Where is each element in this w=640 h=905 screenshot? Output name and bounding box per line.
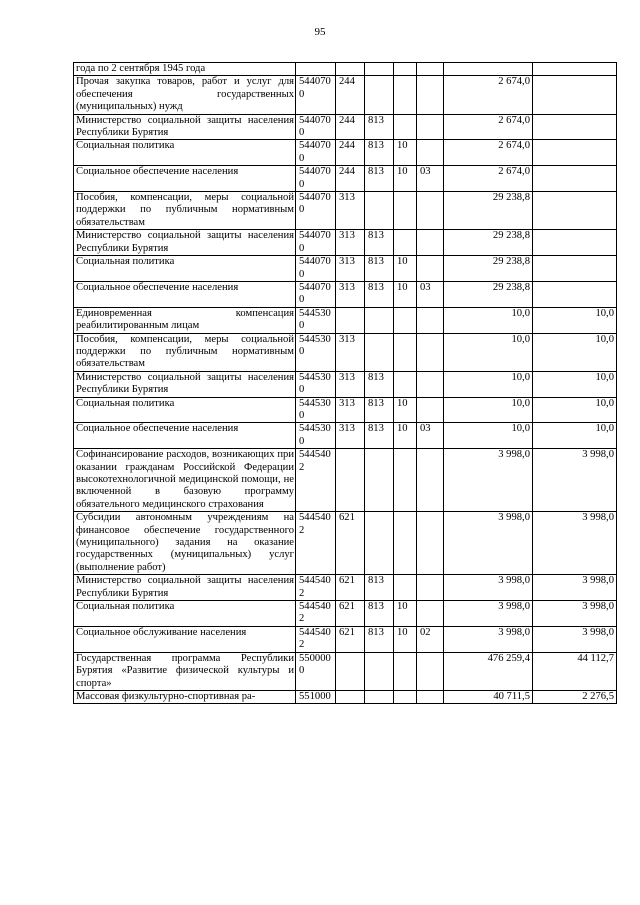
- target-article-code-cell: 5440700: [296, 230, 336, 256]
- expense-type-code-cell: 621: [336, 575, 365, 601]
- ministry-code-cell: [365, 76, 394, 114]
- target-article-code-cell: 5445300: [296, 371, 336, 397]
- expense-type-code-cell: 244: [336, 114, 365, 140]
- amount-cell: 29 238,8: [444, 230, 533, 256]
- row-name-cell: Социальное обеспечение населения: [74, 166, 296, 192]
- federal-amount-cell: [533, 192, 617, 230]
- federal-amount-cell: 3 998,0: [533, 626, 617, 652]
- subsection-code-cell: 02: [417, 626, 444, 652]
- expense-type-code-cell: [336, 63, 365, 76]
- target-article-code-cell: 5445402: [296, 626, 336, 652]
- row-name-cell: Министерство социальной защиты населения Республики Бурятия: [74, 230, 296, 256]
- amount-cell: 10,0: [444, 423, 533, 449]
- table-row: [74, 63, 617, 76]
- row-name-cell: Единовременная компенсация реабилитированным лицам: [74, 307, 296, 333]
- ministry-code-cell: 813: [365, 601, 394, 627]
- target-article-code-cell: 5445402: [296, 449, 336, 512]
- row-name-cell: года по 2 сентября 1945 года: [74, 63, 296, 76]
- ministry-code-cell: 813: [365, 575, 394, 601]
- table-row: [74, 449, 617, 512]
- target-article-code-cell: 5440700: [296, 192, 336, 230]
- section-code-cell: 10: [394, 256, 417, 282]
- federal-amount-cell: 10,0: [533, 371, 617, 397]
- expense-type-code-cell: [336, 307, 365, 333]
- expense-type-code-cell: 313: [336, 281, 365, 307]
- federal-amount-cell: 10,0: [533, 423, 617, 449]
- federal-amount-cell: 10,0: [533, 397, 617, 423]
- ministry-code-cell: 813: [365, 281, 394, 307]
- subsection-code-cell: 03: [417, 281, 444, 307]
- federal-amount-cell: [533, 256, 617, 282]
- federal-amount-cell: 3 998,0: [533, 449, 617, 512]
- federal-amount-cell: 3 998,0: [533, 575, 617, 601]
- subsection-code-cell: [417, 63, 444, 76]
- row-name-cell: Социальное обеспечение населения: [74, 281, 296, 307]
- table-row: [74, 626, 617, 652]
- ministry-code-cell: 813: [365, 114, 394, 140]
- federal-amount-cell: [533, 114, 617, 140]
- target-article-code-cell: 5440700: [296, 114, 336, 140]
- table-row: [74, 690, 617, 703]
- expense-type-code-cell: [336, 652, 365, 690]
- row-name-cell: Прочая закупка товаров, работ и услуг для обеспечения государственных (муниципальных) нужд: [74, 76, 296, 114]
- section-code-cell: [394, 575, 417, 601]
- section-code-cell: 10: [394, 166, 417, 192]
- row-name-cell: Софинансирование расходов, возникающих при оказании гражданам Российской Федерации высокотехнологичной медицинской помощи, не включенной в базовую программу обязательного медицинского страхования: [74, 449, 296, 512]
- federal-amount-cell: 44 112,7: [533, 652, 617, 690]
- subsection-code-cell: [417, 140, 444, 166]
- amount-cell: 29 238,8: [444, 281, 533, 307]
- ministry-code-cell: 813: [365, 423, 394, 449]
- amount-cell: 10,0: [444, 307, 533, 333]
- section-code-cell: 10: [394, 140, 417, 166]
- subsection-code-cell: [417, 256, 444, 282]
- section-code-cell: [394, 63, 417, 76]
- target-article-code-cell: 5445300: [296, 333, 336, 371]
- ministry-code-cell: 813: [365, 230, 394, 256]
- subsection-code-cell: [417, 371, 444, 397]
- amount-cell: 476 259,4: [444, 652, 533, 690]
- target-article-code-cell: 5445402: [296, 601, 336, 627]
- federal-amount-cell: 10,0: [533, 307, 617, 333]
- subsection-code-cell: [417, 512, 444, 575]
- federal-amount-cell: [533, 140, 617, 166]
- target-article-code-cell: 5445402: [296, 512, 336, 575]
- table-row: [74, 397, 617, 423]
- amount-cell: 2 674,0: [444, 114, 533, 140]
- target-article-code-cell: 5440700: [296, 256, 336, 282]
- row-name-cell: Министерство социальной защиты населения Республики Бурятия: [74, 575, 296, 601]
- ministry-code-cell: 813: [365, 626, 394, 652]
- federal-amount-cell: [533, 166, 617, 192]
- section-code-cell: [394, 690, 417, 703]
- target-article-code-cell: 5440700: [296, 140, 336, 166]
- target-article-code-cell: 5440700: [296, 281, 336, 307]
- subsection-code-cell: [417, 690, 444, 703]
- page-number: 95: [314, 26, 326, 38]
- amount-cell: 3 998,0: [444, 575, 533, 601]
- subsection-code-cell: [417, 397, 444, 423]
- section-code-cell: [394, 512, 417, 575]
- table-row: [74, 512, 617, 575]
- ministry-code-cell: [365, 333, 394, 371]
- target-article-code-cell: 5440700: [296, 166, 336, 192]
- subsection-code-cell: 03: [417, 166, 444, 192]
- ministry-code-cell: [365, 192, 394, 230]
- target-article-code-cell: 5440700: [296, 76, 336, 114]
- amount-cell: 29 238,8: [444, 192, 533, 230]
- subsection-code-cell: [417, 652, 444, 690]
- amount-cell: 3 998,0: [444, 449, 533, 512]
- table-row: [74, 333, 617, 371]
- amount-cell: [444, 63, 533, 76]
- row-name-cell: Субсидии автономным учреждениям на финансовое обеспечение государственного (муниципального) задания на оказание государственных (муниципальных) услуг (выполнение работ): [74, 512, 296, 575]
- expense-type-code-cell: 313: [336, 192, 365, 230]
- budget-table: [73, 62, 617, 704]
- section-code-cell: [394, 333, 417, 371]
- ministry-code-cell: 813: [365, 371, 394, 397]
- ministry-code-cell: [365, 63, 394, 76]
- amount-cell: 2 674,0: [444, 166, 533, 192]
- target-article-code-cell: 5445300: [296, 423, 336, 449]
- subsection-code-cell: [417, 307, 444, 333]
- table-row: [74, 423, 617, 449]
- expense-type-code-cell: 244: [336, 76, 365, 114]
- row-name-cell: Социальное обслуживание населения: [74, 626, 296, 652]
- subsection-code-cell: [417, 333, 444, 371]
- section-code-cell: 10: [394, 626, 417, 652]
- subsection-code-cell: [417, 575, 444, 601]
- expense-type-code-cell: 621: [336, 626, 365, 652]
- subsection-code-cell: 03: [417, 423, 444, 449]
- expense-type-code-cell: 313: [336, 230, 365, 256]
- expense-type-code-cell: 313: [336, 333, 365, 371]
- table-row: [74, 192, 617, 230]
- amount-cell: 29 238,8: [444, 256, 533, 282]
- amount-cell: 2 674,0: [444, 76, 533, 114]
- row-name-cell: Министерство социальной защиты населения Республики Бурятия: [74, 371, 296, 397]
- expense-type-code-cell: 313: [336, 397, 365, 423]
- table-row: [74, 230, 617, 256]
- expense-type-code-cell: 313: [336, 256, 365, 282]
- target-article-code-cell: 5445402: [296, 575, 336, 601]
- table-row: [74, 307, 617, 333]
- section-code-cell: [394, 371, 417, 397]
- amount-cell: 3 998,0: [444, 601, 533, 627]
- table-body: [74, 63, 617, 704]
- expense-type-code-cell: 244: [336, 140, 365, 166]
- row-name-cell: Социальная политика: [74, 256, 296, 282]
- federal-amount-cell: [533, 230, 617, 256]
- target-article-code-cell: [296, 63, 336, 76]
- ministry-code-cell: 813: [365, 166, 394, 192]
- subsection-code-cell: [417, 230, 444, 256]
- amount-cell: 10,0: [444, 333, 533, 371]
- amount-cell: 10,0: [444, 371, 533, 397]
- row-name-cell: Социальная политика: [74, 601, 296, 627]
- amount-cell: 40 711,5: [444, 690, 533, 703]
- subsection-code-cell: [417, 601, 444, 627]
- subsection-code-cell: [417, 192, 444, 230]
- federal-amount-cell: 3 998,0: [533, 601, 617, 627]
- amount-cell: 10,0: [444, 397, 533, 423]
- table-row: [74, 371, 617, 397]
- table-row: [74, 601, 617, 627]
- federal-amount-cell: 10,0: [533, 333, 617, 371]
- section-code-cell: 10: [394, 281, 417, 307]
- row-name-cell: Пособия, компенсации, меры социальной поддержки по публичным нормативным обязательствам: [74, 192, 296, 230]
- section-code-cell: [394, 114, 417, 140]
- ministry-code-cell: 813: [365, 256, 394, 282]
- row-name-cell: Социальное обеспечение населения: [74, 423, 296, 449]
- ministry-code-cell: [365, 690, 394, 703]
- section-code-cell: [394, 76, 417, 114]
- section-code-cell: 10: [394, 601, 417, 627]
- row-name-cell: Пособия, компенсации, меры социальной поддержки по публичным нормативным обязательствам: [74, 333, 296, 371]
- table-row: [74, 281, 617, 307]
- federal-amount-cell: 2 276,5: [533, 690, 617, 703]
- expense-type-code-cell: 313: [336, 371, 365, 397]
- ministry-code-cell: 813: [365, 397, 394, 423]
- expense-type-code-cell: [336, 449, 365, 512]
- ministry-code-cell: [365, 449, 394, 512]
- section-code-cell: [394, 652, 417, 690]
- federal-amount-cell: 3 998,0: [533, 512, 617, 575]
- table-row: [74, 114, 617, 140]
- expense-type-code-cell: 244: [336, 166, 365, 192]
- federal-amount-cell: [533, 76, 617, 114]
- section-code-cell: [394, 230, 417, 256]
- target-article-code-cell: 551000: [296, 690, 336, 703]
- table-row: [74, 166, 617, 192]
- row-name-cell: Социальная политика: [74, 140, 296, 166]
- section-code-cell: [394, 192, 417, 230]
- expense-type-code-cell: 621: [336, 601, 365, 627]
- federal-amount-cell: [533, 281, 617, 307]
- federal-amount-cell: [533, 63, 617, 76]
- ministry-code-cell: [365, 652, 394, 690]
- subsection-code-cell: [417, 114, 444, 140]
- row-name-cell: Министерство социальной защиты населения Республики Бурятия: [74, 114, 296, 140]
- row-name-cell: Государственная программа Республики Бурятия «Развитие физической культуры и спорта»: [74, 652, 296, 690]
- ministry-code-cell: [365, 307, 394, 333]
- subsection-code-cell: [417, 449, 444, 512]
- table-row: [74, 575, 617, 601]
- ministry-code-cell: 813: [365, 140, 394, 166]
- ministry-code-cell: [365, 512, 394, 575]
- target-article-code-cell: 5445300: [296, 307, 336, 333]
- table-row: [74, 140, 617, 166]
- section-code-cell: 10: [394, 397, 417, 423]
- subsection-code-cell: [417, 76, 444, 114]
- amount-cell: 2 674,0: [444, 140, 533, 166]
- target-article-code-cell: 5500000: [296, 652, 336, 690]
- target-article-code-cell: 5445300: [296, 397, 336, 423]
- section-code-cell: [394, 307, 417, 333]
- section-code-cell: [394, 449, 417, 512]
- expense-type-code-cell: 313: [336, 423, 365, 449]
- row-name-cell: Социальная политика: [74, 397, 296, 423]
- row-name-cell: Массовая физкультурно-спортивная ра-: [74, 690, 296, 703]
- table-row: [74, 256, 617, 282]
- expense-type-code-cell: 621: [336, 512, 365, 575]
- section-code-cell: 10: [394, 423, 417, 449]
- expense-type-code-cell: [336, 690, 365, 703]
- amount-cell: 3 998,0: [444, 512, 533, 575]
- table-row: [74, 76, 617, 114]
- table-row: [74, 652, 617, 690]
- amount-cell: 3 998,0: [444, 626, 533, 652]
